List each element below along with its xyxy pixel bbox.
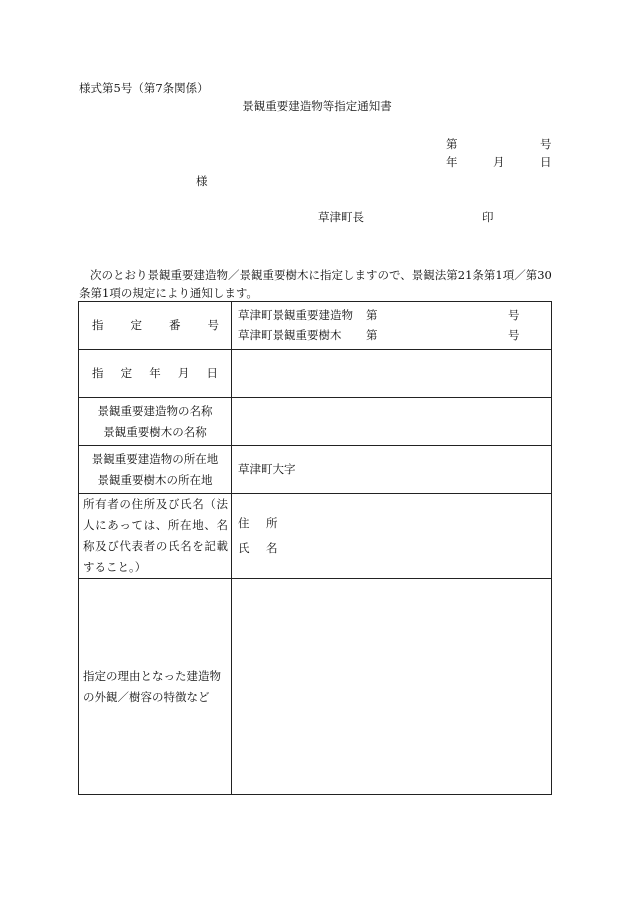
table-row-name: [79, 398, 552, 446]
date-year-label: 年: [446, 155, 458, 169]
table-row-owner: [79, 494, 552, 579]
location-prefix: 草津町大字: [238, 461, 296, 476]
value-location[interactable]: [232, 446, 552, 494]
table-row-designation-number: [79, 302, 552, 350]
designation-table: [78, 301, 552, 795]
table-row-designation-date: [79, 350, 552, 398]
label-designation-date: 指 定 年 月 日: [79, 350, 232, 398]
date-day-label: 日: [540, 155, 552, 169]
owner-name-field[interactable]: 氏 名: [238, 541, 278, 555]
doc-number-suffix: 号: [540, 137, 552, 151]
value-reason[interactable]: [232, 579, 552, 795]
addressee-honorific: 様: [196, 174, 208, 188]
doc-number-prefix: 第: [446, 137, 458, 151]
document-title: 景観重要建造物等指定通知書: [242, 99, 392, 113]
date-month-label: 月: [493, 155, 505, 169]
seal-mark: 印: [482, 210, 494, 224]
notice-body-text: 次のとおり景観重要建造物／景観重要樹木に指定しますので、景観法第21条第1項／第30条第1項の規定により通知します。: [79, 268, 552, 300]
value-name[interactable]: [232, 398, 552, 446]
label-location: 景観重要建造物の所在地 景観重要樹木の所在地: [79, 446, 232, 494]
tree-number-label: 草津町景観重要樹木: [238, 328, 342, 342]
table-row-location: [79, 446, 552, 494]
value-designation-date[interactable]: [232, 350, 552, 398]
label-reason: 指定の理由となった建造物の外観／樹容の特徴など: [79, 579, 232, 795]
table-row-reason: [79, 579, 552, 795]
form-number: 様式第5号（第7条関係）: [79, 81, 209, 95]
owner-address-field[interactable]: 住 所: [238, 515, 278, 530]
building-number-label: 草津町景観重要建造物: [238, 307, 353, 322]
value-owner[interactable]: [232, 494, 552, 579]
value-designation-number[interactable]: 草津町景観重要建造物 第 号 草津町景観重要樹木 第 号: [232, 302, 552, 350]
label-name: 景観重要建造物の名称 景観重要樹木の名称: [79, 398, 232, 446]
label-owner: 所有者の住所及び氏名（法人にあっては、所在地、名称及び代表者の氏名を記載すること。）: [79, 494, 232, 579]
label-designation-number: 指 定 番 号: [79, 302, 232, 350]
sender-name: 草津町長: [318, 210, 364, 224]
